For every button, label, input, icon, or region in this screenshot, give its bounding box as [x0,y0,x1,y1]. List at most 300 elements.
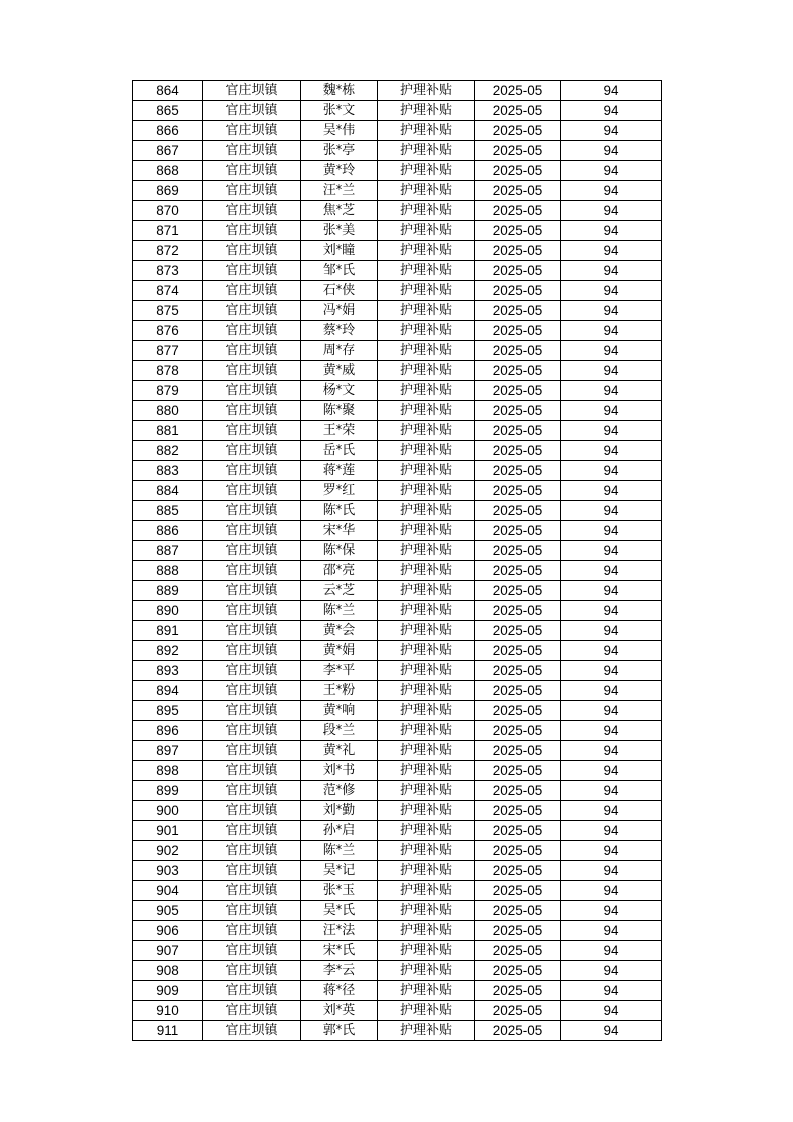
period-cell: 2025-05 [475,861,561,881]
amount-cell: 94 [561,881,662,901]
recipient-name-cell: 杨*文 [301,381,378,401]
table-row [133,661,662,681]
subsidy-type-cell: 护理补贴 [378,561,475,581]
town-name-cell: 官庄坝镇 [203,981,301,1001]
town-name-cell: 官庄坝镇 [203,521,301,541]
table-row [133,381,662,401]
period-cell: 2025-05 [475,161,561,181]
subsidy-type-cell: 护理补贴 [378,941,475,961]
recipient-name-cell: 张*玉 [301,881,378,901]
table-row [133,861,662,881]
town-name-cell: 官庄坝镇 [203,761,301,781]
table-row [133,721,662,741]
row-number-cell: 894 [133,681,203,701]
row-number-cell: 867 [133,141,203,161]
town-name-cell: 官庄坝镇 [203,641,301,661]
table-row [133,501,662,521]
recipient-name-cell: 岳*氏 [301,441,378,461]
row-number-cell: 897 [133,741,203,761]
period-cell: 2025-05 [475,281,561,301]
recipient-name-cell: 陈*聚 [301,401,378,421]
subsidy-type-cell: 护理补贴 [378,581,475,601]
period-cell: 2025-05 [475,641,561,661]
amount-cell: 94 [561,401,662,421]
row-number-cell: 898 [133,761,203,781]
table-row [133,621,662,641]
subsidy-type-cell: 护理补贴 [378,401,475,421]
recipient-name-cell: 王*粉 [301,681,378,701]
row-number-cell: 869 [133,181,203,201]
subsidy-type-cell: 护理补贴 [378,221,475,241]
period-cell: 2025-05 [475,941,561,961]
table-row [133,121,662,141]
row-number-cell: 904 [133,881,203,901]
row-number-cell: 905 [133,901,203,921]
amount-cell: 94 [561,201,662,221]
subsidy-type-cell: 护理补贴 [378,661,475,681]
amount-cell: 94 [561,241,662,261]
table-row [133,561,662,581]
amount-cell: 94 [561,681,662,701]
town-name-cell: 官庄坝镇 [203,401,301,421]
subsidy-type-cell: 护理补贴 [378,901,475,921]
subsidy-type-cell: 护理补贴 [378,501,475,521]
table-row [133,201,662,221]
table-row [133,961,662,981]
amount-cell: 94 [561,841,662,861]
subsidy-type-cell: 护理补贴 [378,381,475,401]
row-number-cell: 899 [133,781,203,801]
table-row [133,341,662,361]
town-name-cell: 官庄坝镇 [203,701,301,721]
subsidy-type-cell: 护理补贴 [378,481,475,501]
period-cell: 2025-05 [475,521,561,541]
recipient-name-cell: 魏*栋 [301,81,378,101]
period-cell: 2025-05 [475,561,561,581]
town-name-cell: 官庄坝镇 [203,621,301,641]
amount-cell: 94 [561,961,662,981]
town-name-cell: 官庄坝镇 [203,81,301,101]
town-name-cell: 官庄坝镇 [203,741,301,761]
period-cell: 2025-05 [475,761,561,781]
period-cell: 2025-05 [475,381,561,401]
period-cell: 2025-05 [475,801,561,821]
row-number-cell: 880 [133,401,203,421]
amount-cell: 94 [561,161,662,181]
table-row [133,481,662,501]
amount-cell: 94 [561,501,662,521]
recipient-name-cell: 宋*氏 [301,941,378,961]
recipient-name-cell: 郭*氏 [301,1021,378,1041]
town-name-cell: 官庄坝镇 [203,421,301,441]
subsidy-type-cell: 护理补贴 [378,441,475,461]
town-name-cell: 官庄坝镇 [203,1001,301,1021]
recipient-name-cell: 张*文 [301,101,378,121]
row-number-cell: 882 [133,441,203,461]
amount-cell: 94 [561,901,662,921]
subsidy-type-cell: 护理补贴 [378,521,475,541]
amount-cell: 94 [561,781,662,801]
period-cell: 2025-05 [475,141,561,161]
table-row [133,741,662,761]
amount-cell: 94 [561,1021,662,1041]
row-number-cell: 895 [133,701,203,721]
row-number-cell: 883 [133,461,203,481]
recipient-name-cell: 刘*英 [301,1001,378,1021]
recipient-name-cell: 刘*勤 [301,801,378,821]
town-name-cell: 官庄坝镇 [203,441,301,461]
row-number-cell: 866 [133,121,203,141]
town-name-cell: 官庄坝镇 [203,581,301,601]
recipient-name-cell: 李*平 [301,661,378,681]
subsidy-type-cell: 护理补贴 [378,681,475,701]
table-row [133,461,662,481]
subsidy-type-cell: 护理补贴 [378,101,475,121]
table-row [133,81,662,101]
subsidy-type-cell: 护理补贴 [378,921,475,941]
amount-cell: 94 [561,441,662,461]
town-name-cell: 官庄坝镇 [203,361,301,381]
amount-cell: 94 [561,821,662,841]
recipient-name-cell: 黄*会 [301,621,378,641]
period-cell: 2025-05 [475,661,561,681]
town-name-cell: 官庄坝镇 [203,721,301,741]
amount-cell: 94 [561,721,662,741]
recipient-name-cell: 焦*芝 [301,201,378,221]
subsidy-type-cell: 护理补贴 [378,141,475,161]
period-cell: 2025-05 [475,301,561,321]
town-name-cell: 官庄坝镇 [203,261,301,281]
recipient-name-cell: 蒋*径 [301,981,378,1001]
town-name-cell: 官庄坝镇 [203,281,301,301]
amount-cell: 94 [561,341,662,361]
period-cell: 2025-05 [475,261,561,281]
row-number-cell: 879 [133,381,203,401]
table-row [133,421,662,441]
row-number-cell: 900 [133,801,203,821]
town-name-cell: 官庄坝镇 [203,481,301,501]
town-name-cell: 官庄坝镇 [203,501,301,521]
row-number-cell: 884 [133,481,203,501]
period-cell: 2025-05 [475,621,561,641]
recipient-name-cell: 黄*威 [301,361,378,381]
row-number-cell: 903 [133,861,203,881]
subsidy-type-cell: 护理补贴 [378,181,475,201]
subsidy-type-cell: 护理补贴 [378,721,475,741]
amount-cell: 94 [561,601,662,621]
town-name-cell: 官庄坝镇 [203,801,301,821]
row-number-cell: 896 [133,721,203,741]
recipient-name-cell: 云*芝 [301,581,378,601]
subsidy-type-cell: 护理补贴 [378,801,475,821]
row-number-cell: 902 [133,841,203,861]
town-name-cell: 官庄坝镇 [203,201,301,221]
recipient-name-cell: 陈*保 [301,541,378,561]
subsidy-type-cell: 护理补贴 [378,981,475,1001]
town-name-cell: 官庄坝镇 [203,381,301,401]
town-name-cell: 官庄坝镇 [203,961,301,981]
amount-cell: 94 [561,761,662,781]
row-number-cell: 907 [133,941,203,961]
subsidy-type-cell: 护理补贴 [378,281,475,301]
recipient-name-cell: 黄*礼 [301,741,378,761]
subsidy-table-body [133,81,662,1041]
period-cell: 2025-05 [475,221,561,241]
town-name-cell: 官庄坝镇 [203,601,301,621]
table-row [133,781,662,801]
amount-cell: 94 [561,261,662,281]
recipient-name-cell: 陈*兰 [301,601,378,621]
row-number-cell: 886 [133,521,203,541]
recipient-name-cell: 吴*记 [301,861,378,881]
table-row [133,881,662,901]
amount-cell: 94 [561,561,662,581]
town-name-cell: 官庄坝镇 [203,821,301,841]
recipient-name-cell: 黄*娟 [301,641,378,661]
table-row [133,361,662,381]
period-cell: 2025-05 [475,601,561,621]
row-number-cell: 865 [133,101,203,121]
period-cell: 2025-05 [475,981,561,1001]
town-name-cell: 官庄坝镇 [203,561,301,581]
table-row [133,701,662,721]
recipient-name-cell: 宋*华 [301,521,378,541]
period-cell: 2025-05 [475,881,561,901]
period-cell: 2025-05 [475,181,561,201]
town-name-cell: 官庄坝镇 [203,841,301,861]
row-number-cell: 901 [133,821,203,841]
subsidy-type-cell: 护理补贴 [378,741,475,761]
town-name-cell: 官庄坝镇 [203,681,301,701]
period-cell: 2025-05 [475,201,561,221]
row-number-cell: 871 [133,221,203,241]
table-row [133,181,662,201]
town-name-cell: 官庄坝镇 [203,221,301,241]
row-number-cell: 874 [133,281,203,301]
period-cell: 2025-05 [475,121,561,141]
period-cell: 2025-05 [475,1021,561,1041]
town-name-cell: 官庄坝镇 [203,881,301,901]
period-cell: 2025-05 [475,741,561,761]
recipient-name-cell: 蔡*玲 [301,321,378,341]
town-name-cell: 官庄坝镇 [203,161,301,181]
recipient-name-cell: 吴*氏 [301,901,378,921]
period-cell: 2025-05 [475,361,561,381]
town-name-cell: 官庄坝镇 [203,781,301,801]
town-name-cell: 官庄坝镇 [203,1021,301,1041]
period-cell: 2025-05 [475,341,561,361]
town-name-cell: 官庄坝镇 [203,461,301,481]
subsidy-type-cell: 护理补贴 [378,421,475,441]
recipient-name-cell: 孙*启 [301,821,378,841]
recipient-name-cell: 邵*亮 [301,561,378,581]
period-cell: 2025-05 [475,441,561,461]
recipient-name-cell: 黄*响 [301,701,378,721]
period-cell: 2025-05 [475,961,561,981]
amount-cell: 94 [561,941,662,961]
table-row [133,641,662,661]
table-row [133,901,662,921]
table-row [133,261,662,281]
amount-cell: 94 [561,381,662,401]
town-name-cell: 官庄坝镇 [203,121,301,141]
amount-cell: 94 [561,81,662,101]
table-row [133,761,662,781]
amount-cell: 94 [561,661,662,681]
row-number-cell: 864 [133,81,203,101]
subsidy-type-cell: 护理补贴 [378,761,475,781]
row-number-cell: 870 [133,201,203,221]
recipient-name-cell: 范*修 [301,781,378,801]
table-row [133,441,662,461]
subsidy-type-cell: 护理补贴 [378,121,475,141]
subsidy-type-cell: 护理补贴 [378,361,475,381]
period-cell: 2025-05 [475,721,561,741]
amount-cell: 94 [561,461,662,481]
table-row [133,681,662,701]
recipient-name-cell: 汪*兰 [301,181,378,201]
row-number-cell: 878 [133,361,203,381]
period-cell: 2025-05 [475,821,561,841]
subsidy-type-cell: 护理补贴 [378,1021,475,1041]
table-row [133,801,662,821]
subsidy-type-cell: 护理补贴 [378,881,475,901]
amount-cell: 94 [561,321,662,341]
row-number-cell: 873 [133,261,203,281]
recipient-name-cell: 周*存 [301,341,378,361]
period-cell: 2025-05 [475,401,561,421]
row-number-cell: 868 [133,161,203,181]
period-cell: 2025-05 [475,541,561,561]
recipient-name-cell: 刘*书 [301,761,378,781]
recipient-name-cell: 黄*玲 [301,161,378,181]
recipient-name-cell: 陈*兰 [301,841,378,861]
town-name-cell: 官庄坝镇 [203,101,301,121]
amount-cell: 94 [561,701,662,721]
period-cell: 2025-05 [475,321,561,341]
amount-cell: 94 [561,421,662,441]
period-cell: 2025-05 [475,101,561,121]
recipient-name-cell: 陈*氏 [301,501,378,521]
table-row [133,581,662,601]
amount-cell: 94 [561,121,662,141]
row-number-cell: 885 [133,501,203,521]
town-name-cell: 官庄坝镇 [203,141,301,161]
period-cell: 2025-05 [475,481,561,501]
table-row [133,401,662,421]
town-name-cell: 官庄坝镇 [203,941,301,961]
row-number-cell: 891 [133,621,203,641]
amount-cell: 94 [561,541,662,561]
period-cell: 2025-05 [475,781,561,801]
subsidy-type-cell: 护理补贴 [378,781,475,801]
amount-cell: 94 [561,741,662,761]
amount-cell: 94 [561,621,662,641]
row-number-cell: 911 [133,1021,203,1041]
period-cell: 2025-05 [475,241,561,261]
row-number-cell: 876 [133,321,203,341]
subsidy-type-cell: 护理补贴 [378,541,475,561]
subsidy-type-cell: 护理补贴 [378,821,475,841]
table-row [133,541,662,561]
amount-cell: 94 [561,141,662,161]
amount-cell: 94 [561,981,662,1001]
subsidy-type-cell: 护理补贴 [378,261,475,281]
table-row [133,521,662,541]
recipient-name-cell: 汪*法 [301,921,378,941]
amount-cell: 94 [561,641,662,661]
town-name-cell: 官庄坝镇 [203,301,301,321]
amount-cell: 94 [561,801,662,821]
table-row [133,141,662,161]
recipient-name-cell: 张*亭 [301,141,378,161]
period-cell: 2025-05 [475,461,561,481]
subsidy-type-cell: 护理补贴 [378,841,475,861]
row-number-cell: 888 [133,561,203,581]
amount-cell: 94 [561,361,662,381]
table-row [133,941,662,961]
amount-cell: 94 [561,921,662,941]
table-row [133,221,662,241]
period-cell: 2025-05 [475,701,561,721]
period-cell: 2025-05 [475,421,561,441]
subsidy-type-cell: 护理补贴 [378,461,475,481]
amount-cell: 94 [561,281,662,301]
subsidy-type-cell: 护理补贴 [378,301,475,321]
table-row [133,1001,662,1021]
subsidy-table [132,80,662,1041]
row-number-cell: 908 [133,961,203,981]
subsidy-type-cell: 护理补贴 [378,321,475,341]
subsidy-type-cell: 护理补贴 [378,701,475,721]
amount-cell: 94 [561,301,662,321]
table-row [133,1021,662,1041]
recipient-name-cell: 石*侠 [301,281,378,301]
subsidy-type-cell: 护理补贴 [378,641,475,661]
table-row [133,101,662,121]
row-number-cell: 892 [133,641,203,661]
table-row [133,241,662,261]
recipient-name-cell: 邹*氏 [301,261,378,281]
town-name-cell: 官庄坝镇 [203,181,301,201]
amount-cell: 94 [561,521,662,541]
recipient-name-cell: 蒋*莲 [301,461,378,481]
table-row [133,161,662,181]
town-name-cell: 官庄坝镇 [203,921,301,941]
amount-cell: 94 [561,221,662,241]
town-name-cell: 官庄坝镇 [203,241,301,261]
subsidy-type-cell: 护理补贴 [378,601,475,621]
table-row [133,981,662,1001]
period-cell: 2025-05 [475,581,561,601]
amount-cell: 94 [561,1001,662,1021]
amount-cell: 94 [561,581,662,601]
town-name-cell: 官庄坝镇 [203,321,301,341]
table-row [133,821,662,841]
subsidy-type-cell: 护理补贴 [378,1001,475,1021]
row-number-cell: 890 [133,601,203,621]
table-row [133,321,662,341]
period-cell: 2025-05 [475,1001,561,1021]
town-name-cell: 官庄坝镇 [203,861,301,881]
town-name-cell: 官庄坝镇 [203,901,301,921]
subsidy-type-cell: 护理补贴 [378,341,475,361]
town-name-cell: 官庄坝镇 [203,541,301,561]
recipient-name-cell: 王*荣 [301,421,378,441]
row-number-cell: 875 [133,301,203,321]
amount-cell: 94 [561,101,662,121]
row-number-cell: 909 [133,981,203,1001]
